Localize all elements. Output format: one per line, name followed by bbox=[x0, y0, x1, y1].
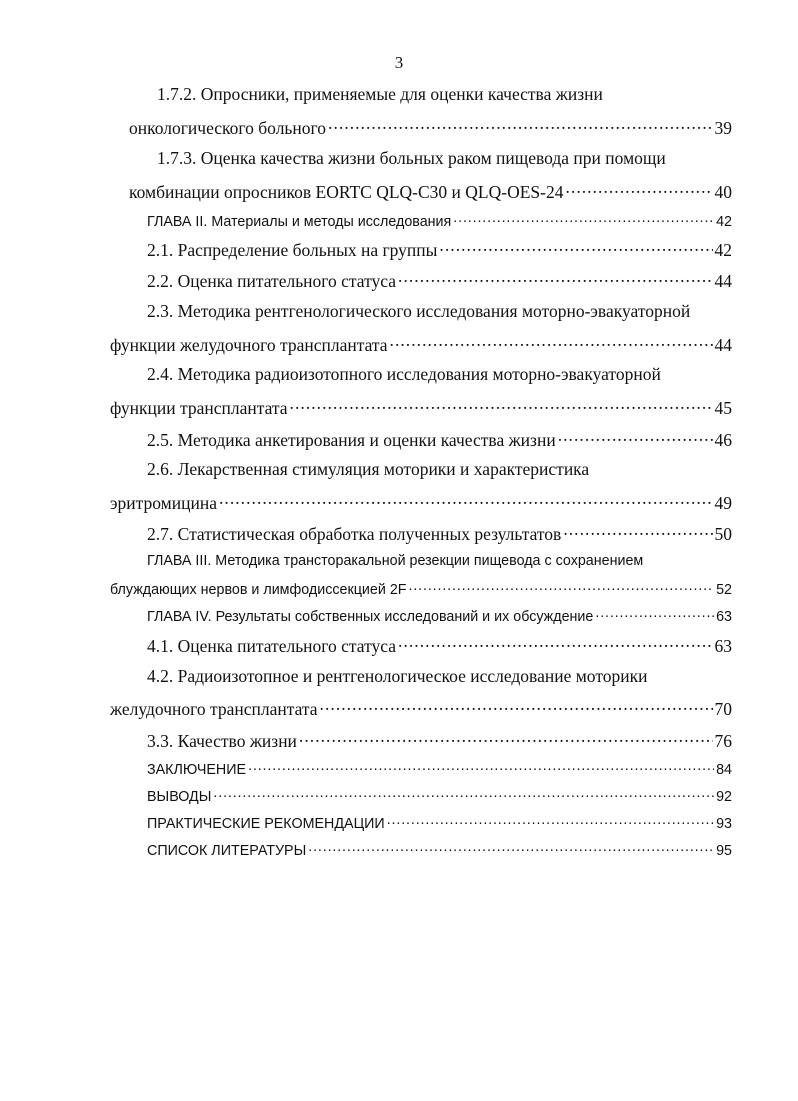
toc-entry-title: функции желудочного трансплантата bbox=[110, 334, 388, 355]
toc-entry-title: онкологического больного bbox=[129, 117, 327, 138]
dot-leader bbox=[328, 116, 712, 134]
toc-page-number: 44 bbox=[714, 334, 732, 355]
dot-leader bbox=[439, 238, 712, 256]
toc-entry-2-4[interactable] bbox=[110, 396, 732, 419]
toc-entry-conclusion[interactable] bbox=[147, 760, 732, 778]
toc-entry-chapter-4[interactable] bbox=[147, 607, 732, 625]
toc-entry-1-7-2-line1: 1.7.2. Опросники, применяемые для оценки качества жизни bbox=[157, 84, 603, 104]
toc-page-number: 42 bbox=[714, 239, 732, 260]
toc-page-number: 52 bbox=[716, 582, 732, 599]
toc-entry-title: ЗАКЛЮЧЕНИЕ bbox=[147, 762, 247, 779]
toc-entry-1-7-3-line1: 1.7.3. Оценка качества жизни больных раком пищевода при помощи bbox=[157, 148, 666, 168]
toc-page-number: 63 bbox=[714, 635, 732, 656]
toc-entry-2-3-line1: 2.3. Методика рентгенологического исследования моторно-эвакуаторной bbox=[147, 301, 691, 321]
toc-entry-4-1[interactable] bbox=[147, 634, 732, 657]
dot-leader bbox=[320, 697, 713, 715]
toc-entry-title: ВЫВОДЫ bbox=[147, 789, 212, 806]
toc-entry-title: желудочного трансплантата bbox=[110, 698, 318, 719]
toc-entry-title: ГЛАВА IV. Результаты собственных исследований и их обсуждение bbox=[147, 609, 594, 626]
toc-entry-title: эритромицина bbox=[110, 492, 217, 513]
dot-leader bbox=[595, 607, 714, 621]
dot-leader bbox=[299, 729, 713, 747]
toc-page-number: 93 bbox=[716, 816, 732, 833]
toc-entry-title: 2.5. Методика анкетирования и оценки качества жизни bbox=[147, 429, 556, 450]
dot-leader bbox=[453, 212, 714, 226]
toc-page-number: 40 bbox=[714, 181, 732, 202]
toc-page-number: 70 bbox=[714, 698, 732, 719]
toc-entry-2-6[interactable] bbox=[110, 491, 732, 514]
toc-page-number: 50 bbox=[714, 523, 732, 544]
toc-page-number: 45 bbox=[714, 397, 732, 418]
toc-entry-title: блуждающих нервов и лимфодиссекцией 2F bbox=[110, 582, 407, 599]
toc-entry-3-3[interactable] bbox=[147, 729, 732, 752]
toc-entry-2-6-line1: 2.6. Лекарственная стимуляция моторики и характеристика bbox=[147, 459, 590, 479]
toc-entry-2-7[interactable] bbox=[147, 522, 732, 545]
toc-entry-title: СПИСОК ЛИТЕРАТУРЫ bbox=[147, 843, 307, 860]
toc-page-number: 63 bbox=[716, 609, 732, 626]
dot-leader bbox=[563, 522, 712, 540]
toc-entry-1-7-3[interactable] bbox=[129, 180, 732, 203]
toc-page-number: 42 bbox=[716, 214, 732, 231]
page-number: 3 bbox=[394, 53, 404, 72]
dot-leader bbox=[390, 333, 713, 351]
dot-leader bbox=[213, 787, 714, 801]
toc-page-number: 39 bbox=[714, 117, 732, 138]
toc-page-number: 84 bbox=[716, 762, 732, 779]
toc-page-number: 92 bbox=[716, 789, 732, 806]
toc-entry-2-3[interactable] bbox=[110, 333, 732, 356]
dot-leader bbox=[290, 396, 713, 414]
dot-leader bbox=[565, 180, 712, 198]
toc-page-number: 46 bbox=[714, 429, 732, 450]
toc-entry-1-7-2[interactable] bbox=[129, 116, 732, 139]
toc-entry-2-5[interactable] bbox=[147, 428, 732, 451]
dot-leader bbox=[398, 269, 712, 287]
toc-page-number: 49 bbox=[714, 492, 732, 513]
toc-page-number: 95 bbox=[716, 843, 732, 860]
dot-leader bbox=[248, 760, 714, 774]
toc-entry-title: 2.1. Распределение больных на группы bbox=[147, 239, 438, 260]
toc-entry-title: 2.7. Статистическая обработка полученных результатов bbox=[147, 523, 562, 544]
toc-entry-findings[interactable] bbox=[147, 787, 732, 805]
toc-entry-title: функции трансплантата bbox=[110, 397, 288, 418]
toc-entry-title: ПРАКТИЧЕСКИЕ РЕКОМЕНДАЦИИ bbox=[147, 816, 385, 833]
toc-entry-2-2[interactable] bbox=[147, 269, 732, 292]
toc-entry-2-4-line1: 2.4. Методика радиоизотопного исследования моторно-эвакуаторной bbox=[147, 364, 661, 384]
toc-entry-chapter-3[interactable] bbox=[110, 580, 732, 598]
dot-leader bbox=[387, 814, 714, 828]
toc-entry-chapter-2[interactable] bbox=[147, 212, 732, 230]
dot-leader bbox=[308, 841, 714, 855]
toc-entry-title: комбинации опросников EORTC QLQ-C30 и QLQ-OES-24 bbox=[129, 181, 564, 202]
toc-page-number: 76 bbox=[714, 730, 732, 751]
toc-entry-title: 2.2. Оценка питательного статуса bbox=[147, 270, 397, 291]
toc-entry-4-2-line1: 4.2. Радиоизотопное и рентгенологическое исследование моторики bbox=[147, 666, 648, 686]
toc-entry-bibliography[interactable] bbox=[147, 841, 732, 859]
toc-entry-title: 4.1. Оценка питательного статуса bbox=[147, 635, 397, 656]
toc-entry-title: 3.3. Качество жизни bbox=[147, 730, 297, 751]
toc-page-number: 44 bbox=[714, 270, 732, 291]
toc-entry-2-1[interactable] bbox=[147, 238, 732, 261]
dot-leader bbox=[398, 634, 712, 652]
toc-entry-chapter-3-line1: ГЛАВА III. Методика трансторакальной резекции пищевода с сохранением bbox=[147, 553, 644, 569]
toc-entry-title: ГЛАВА II. Материалы и методы исследования bbox=[147, 214, 452, 231]
dot-leader bbox=[409, 580, 715, 594]
toc-entry-4-2[interactable] bbox=[110, 697, 732, 720]
toc-entry-recommendations[interactable] bbox=[147, 814, 732, 832]
dot-leader bbox=[219, 491, 713, 509]
dot-leader bbox=[558, 428, 713, 446]
